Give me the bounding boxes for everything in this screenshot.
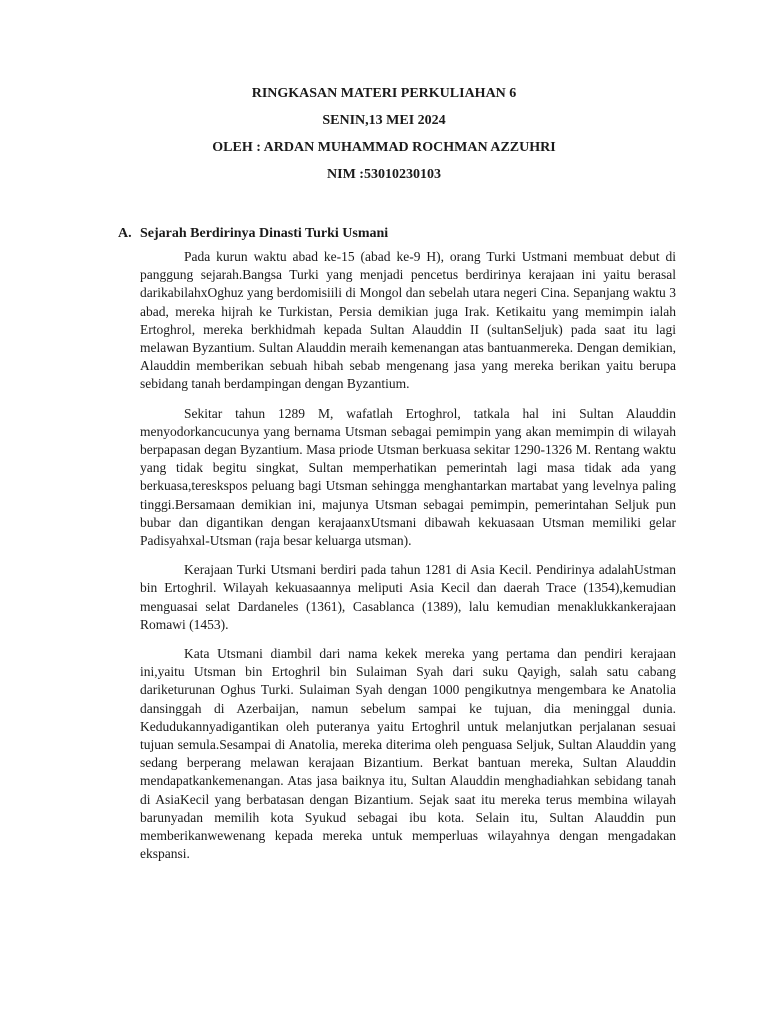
paragraph-3: Kerajaan Turki Utsmani berdiri pada tahun 1281 di Asia Kecil. Pendirinya adalahUstman bin Ertoghril. Wilayah kekuasaannya meliputi Asia Kecil dan daerah Trace (1354),kemudian menguasai selat Dardaneles (1361), Casablanca (1389), lalu kemudian menaklukkankerajaan Romawi (1453). — [140, 562, 676, 632]
document-author: OLEH : ARDAN MUHAMMAD ROCHMAN AZZUHRI — [212, 140, 556, 155]
section-title: Sejarah Berdirinya Dinasti Turki Usmani — [140, 226, 389, 241]
document-nim: NIM :53010230103 — [327, 167, 441, 182]
paragraph-1: Pada kurun waktu abad ke-15 (abad ke-9 H), orang Turki Ustmani membuat debut di panggung sejarah.Bangsa Turki yang menjadi pencetus berdirinya kerajaan ini yaitu berasal darikabilahxOghuz yang berdomisiili di Mongol dan sebelah utara negeri Cina. Sepanjang waktu 3 abad, mereka hijrah ke Turkistan, Persia demikian juga Irak. Ketikaitu yang memimpin ialah Ertoghrol, mereka berkhidmah kepada Sultan Alauddin II (sultanSeljuk) pada saat itu lagi melawan Byzantium. Sultan Alauddin meraih kemenangan atas bantuanmereka. Dengan demikian, Alauddin memberikan sebuah hibah sebab mengenang jasa yang mereka berikan yaitu berupa sebidang tanah berdampingan dengan Byzantium. — [140, 249, 676, 392]
document-title: RINGKASAN MATERI PERKULIAHAN 6 — [251, 86, 517, 101]
document-date: SENIN,13 MEI 2024 — [322, 113, 446, 128]
section-body — [140, 248, 676, 864]
document-header — [0, 86, 768, 194]
paragraph-2: Sekitar tahun 1289 M, wafatlah Ertoghrol, tatkala hal ini Sultan Alauddin menyodorkancucunya yang bernama Utsman sebagai pemimpin yang akan memimpin di wilayah berpapasan degan Byzantium. Masa priode Utsman berkuasa sekitar 1290-1326 M. Rentang waktu yang tidak begitu singkat, Sultan memperhatikan pemerintah lagi masa tidak ada yang berkuasa,tereskspos peluang bagi Utsman sehingga menghantarkan martabat yang levelnya paling tinggi.Bersamaan demikian ini, majunya Utsman sebagai pemimpin, pemerintahan Seljuk pun bubar dan digantikan dengan kerajaanxUtsmani dibawah kekuasaan Utsman memiliki gelar Padisyahxal-Utsman (raja besar keluarga utsman). — [140, 405, 676, 549]
section-letter: A. — [118, 226, 132, 241]
section-a — [118, 225, 676, 875]
section-heading — [118, 225, 676, 243]
paragraph-4: Kata Utsmani diambil dari nama kekek mereka yang pertama dan pendiri kerajaan ini,yaitu Utsman bin Ertoghril bin Sulaiman Syah dari suku Qayigh, salah satu cabang dariketurunan Oghus Turki. Sulaiman Syah dengan 1000 pengikutnya mengembara ke Anatolia dansinggah di Azerbaijan, namun sebelum sampai ke tujuan, dia meninggal dunia. Kedudukannyadigantikan oleh puteranya yaitu Ertoghril untuk melanjutkan perjalanan sesuai tujuan semula.Sesampai di Anatolia, mereka diterima oleh penguasa Seljuk, Sultan Alauddin yang sedang berperang melawan kerajaan Bizantium. Berkat bantuan mereka, Sultan Alauddin mendapatkankemenangan. Atas jasa baiknya itu, Sultan Alauddin menghadiahkan sebidang tanah di AsiaKecil yang berbatasan dengan Bizantium. Sejak saat itu mereka terus membina wilayah barunyadan memilih kota Syukud sebagai ibu kota. Selain itu, Sultan Alauddin pun memberikanwewenang kepada mereka untuk memperluas wilayahnya dengan mengadakan ekspansi. — [140, 646, 676, 862]
